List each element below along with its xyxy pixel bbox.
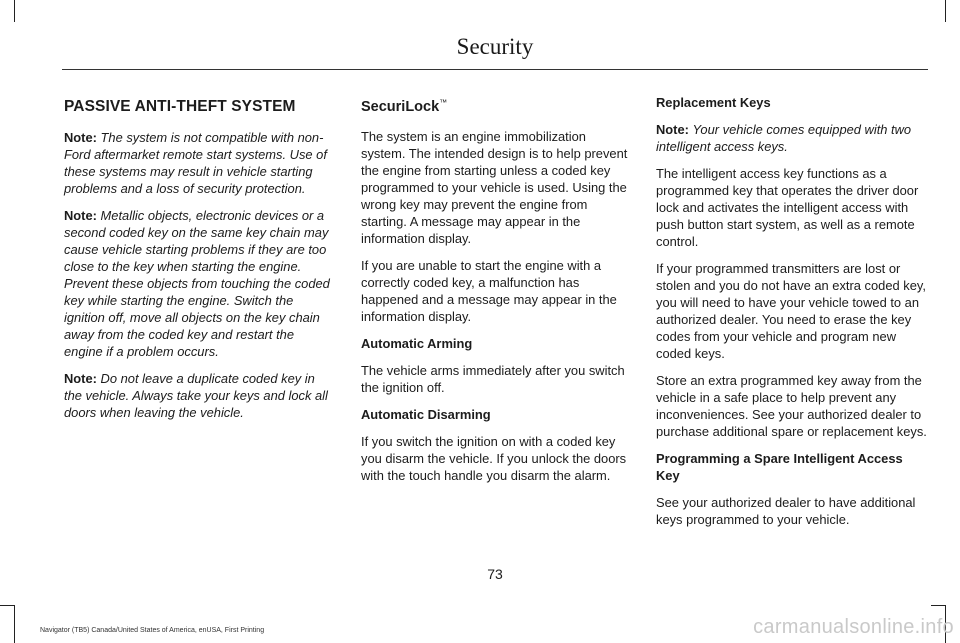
note-label: Note: <box>656 122 689 137</box>
paragraph: If you are unable to start the engine with a correctly coded key, a malfunction has happened and a message may appear in the information display. <box>361 257 617 324</box>
page-title: Security <box>456 34 534 59</box>
paragraph: If your programmed transmitters are lost or stolen and you do not have an extra coded key, you will need to have your vehicle towed to an authorized dealer. You need to erase the key codes from your vehicle and program new coded keys. <box>656 261 926 361</box>
note-duplicate-key <box>64 370 336 421</box>
crop-mark-bottom-right-h <box>931 605 945 606</box>
page-number: 73 <box>487 566 503 582</box>
note-label: Note: <box>64 371 97 386</box>
note-two-keys <box>656 121 928 155</box>
note-text: Do not leave a duplicate coded key in the vehicle. Always take your keys and lock all doors when leaving the vehicle. <box>64 371 328 420</box>
subheading-programming-spare-key: Programming a Spare Intelligent Access Key <box>656 451 903 483</box>
note-text: Your vehicle comes equipped with two intelligent access keys. <box>656 122 912 154</box>
subheading-replacement-keys: Replacement Keys <box>656 95 771 110</box>
paragraph: The intelligent access key functions as a programmed key that operates the driver door lock and activates the intelligent access with push button start system, as well as a remote control. <box>656 166 919 249</box>
paragraph: The system is an engine immobilization system. The intended design is to help prevent the engine from starting unless a coded key programmed to your vehicle is used. Using the wrong key may prevent the engine from starting. A message may appear in the information display. <box>361 128 628 246</box>
section-heading-securilock <box>361 94 633 116</box>
header-divider <box>62 69 928 70</box>
column-left <box>64 94 336 431</box>
note-text: The system is not compatible with non-Ford aftermarket remote start systems. Use of these systems may result in vehicle starting problems and a loss of security protection. <box>64 130 327 196</box>
crop-mark-top-left-v <box>14 0 15 22</box>
watermark: carmanualsonline.info <box>753 616 954 638</box>
subheading-automatic-arming: Automatic Arming <box>361 335 473 351</box>
paragraph: Store an extra programmed key away from the vehicle in a safe place to help prevent any inconveniences. See your authorized dealer to purchase additional spare or replacement keys. <box>656 373 927 439</box>
note-text: Metallic objects, electronic devices or a second coded key on the same key chain may cause vehicle starting problems if they are too close to the key when starting the engine. Prevent these objects from touching the coded key while starting the engine. Switch the ignition off, move all objects on the key chain away from the coded key and restart the engine if a problem occurs. <box>64 208 330 359</box>
column-right <box>656 94 928 538</box>
paragraph: If you switch the ignition on with a coded key you disarm the vehicle. If you unlock the doors with the touch handle you disarm the alarm. <box>361 433 627 483</box>
securilock-heading-text: SecuriLock <box>361 98 440 115</box>
note-label: Note: <box>64 208 97 223</box>
footer-text: Navigator (TB5) Canada/United States of America, enUSA, First Printing <box>40 627 265 634</box>
crop-mark-top-right-v <box>945 0 946 22</box>
note-compatibility <box>64 129 336 197</box>
crop-mark-bottom-left-h <box>0 605 14 606</box>
section-heading-passive-anti-theft: PASSIVE ANTI-THEFT SYSTEM <box>64 98 296 115</box>
note-metallic-objects <box>64 207 336 360</box>
paragraph: See your authorized dealer to have additional keys programmed to your vehicle. <box>656 495 916 527</box>
paragraph: The vehicle arms immediately after you switch the ignition off. <box>361 362 625 395</box>
column-middle <box>361 94 633 494</box>
crop-mark-bottom-left-v <box>14 605 15 643</box>
subheading-automatic-disarming: Automatic Disarming <box>361 406 491 422</box>
trademark-mark: ™ <box>439 98 448 107</box>
note-label: Note: <box>64 130 97 145</box>
